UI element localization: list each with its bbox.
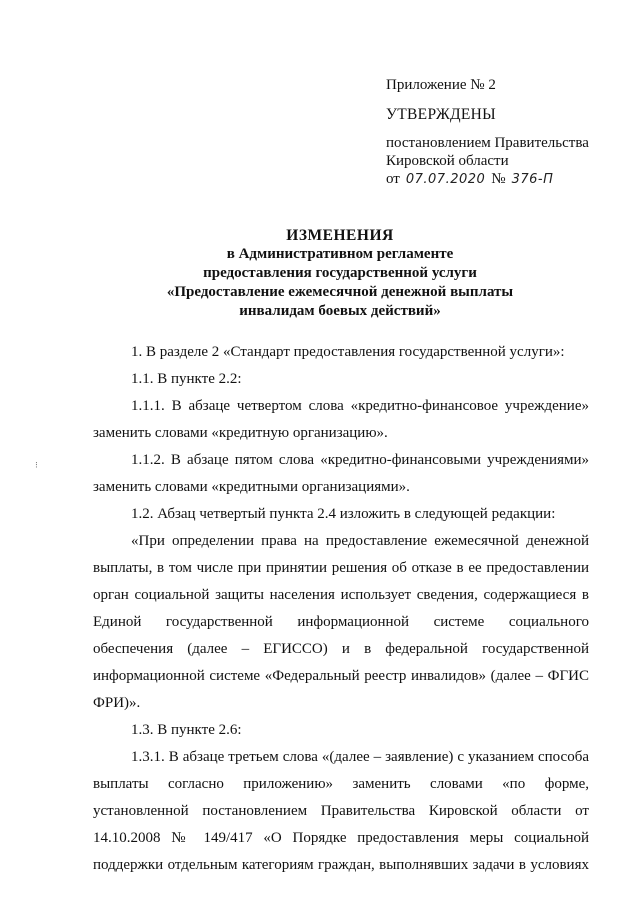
decree-line-2: Кировской области [386, 153, 509, 169]
title-line-3: «Предоставление ежемесячной денежной выплаты [166, 284, 514, 300]
paragraph-quoted-text: «При определении права на предоставление ежемесячной денежной выплаты, в том числе при принятии решения об отказе в ее предоставлении орган социальной защиты населения использует сведения, содержащиеся в Единой государственной информационной системе социального обеспечения (далее – ЕГИССО) и в федеральной государственной информационной системе «Федеральный реестр инвалидов» (далее – ФГИС ФРИ)». [93, 533, 589, 711]
paragraph-1-1-2: 1.1.2. В абзаце пятом слова «кредитно-финансовыми учреждениями» заменить словами «кредитными организациями». [93, 452, 589, 495]
paragraph-1-1: 1.1. В пункте 2.2: [131, 371, 242, 387]
paragraph-1-1-1: 1.1.1. В абзаце четвертом слова «кредитно-финансовое учреждение» заменить словами «кредитную организацию». [93, 398, 589, 441]
date-prefix: от [386, 171, 400, 187]
title-main: ИЗМЕНЕНИЯ [286, 227, 394, 244]
decree-line-1: постановлением Правительства [386, 135, 589, 151]
scan-speck: ⁝ [35, 461, 38, 471]
paragraph-section-2: 1. В разделе 2 «Стандарт предоставления государственной услуги»: [131, 344, 565, 360]
paragraph-1-2: 1.2. Абзац четвертый пункта 2.4 изложить в следующей редакции: [131, 506, 556, 522]
title-line-2: предоставления государственной услуги [203, 265, 477, 281]
date-value-handwritten: 07.07.2020 [405, 172, 486, 187]
decree-date-number [386, 170, 589, 189]
document-body [93, 339, 589, 879]
title-line-1: в Административном регламенте [226, 246, 454, 262]
approval-header [386, 76, 589, 189]
paragraph-1-3: 1.3. В пункте 2.6: [131, 722, 242, 738]
number-value-handwritten: 376-П [511, 172, 554, 187]
number-prefix: № [491, 171, 506, 187]
document-title [90, 226, 590, 321]
appendix-label: Приложение № 2 [386, 77, 496, 93]
approved-label: УТВЕРЖДЕНЫ [386, 106, 496, 123]
title-line-4: инвалидам боевых действий» [239, 303, 441, 319]
paragraph-1-3-1: 1.3.1. В абзаце третьем слова «(далее – заявление) с указанием способа выплаты согласно приложению» заменить словами «по форме, установленной постановлением Правительства Кировской области от 14.10.2008 № 149/417 «О Порядке предоставления меры социальной поддержки отдельным категориям граждан, выполнявших задачи в условиях [93, 749, 589, 873]
